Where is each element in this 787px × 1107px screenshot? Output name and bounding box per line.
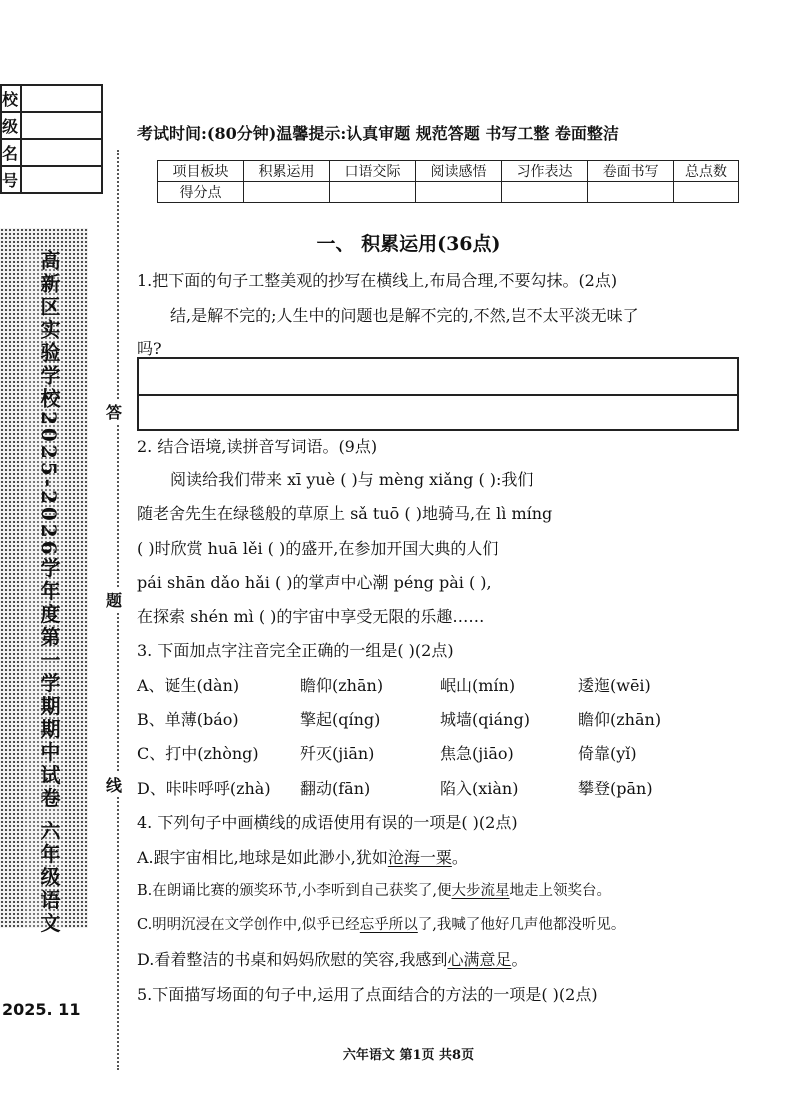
page-footer: 六年语文 第1页 共8页 [342, 1048, 475, 1063]
q3-option: 倚靠(yǐ) [578, 744, 637, 763]
q3-option: A、诞生(dàn) [137, 676, 240, 695]
q3-option: 瞻仰(zhān) [578, 710, 662, 729]
q1-text-line2: 吗? [137, 339, 162, 358]
score-header-cell: 项目板块 [158, 161, 244, 182]
q2-line: ( )时欣赏 huā lěi ( )的盛开,在参加开国大典的人们 [137, 539, 499, 558]
q1-writing-box[interactable] [137, 357, 739, 431]
class-label: 级 [1, 112, 21, 139]
exam-tip: 考试时间:(80分钟)温馨提示:认真审题 规范答题 书写工整 卷面整洁 [137, 124, 619, 143]
score-header-cell: 卷面书写 [588, 161, 674, 182]
score-cell[interactable] [502, 182, 588, 203]
binding-mark-ti: 题 [106, 588, 122, 611]
q2-line: 在探索 shén mì ( )的宇宙中享受无限的乐趣…… [137, 607, 485, 626]
q3-option: 焦急(jiāo) [440, 744, 514, 763]
q4-underlined-idiom: 沧海一粟 [387, 848, 452, 867]
q3-option: B、单薄(báo) [137, 710, 239, 729]
class-field[interactable] [21, 112, 102, 139]
q4-option-text: 了,我喊了他好几声他都没听见。 [417, 917, 626, 933]
q4-option-text: 。 [451, 848, 468, 867]
q2-line: 随老舍先生在绿毯般的草原上 sǎ tuō ( )地骑马,在 lì míng [137, 504, 553, 523]
q3-option: 城墙(qiáng) [440, 710, 530, 729]
score-table [157, 160, 739, 203]
score-header-cell: 口语交际 [330, 161, 416, 182]
q4-option-text: 地走上领奖台。 [509, 883, 611, 899]
q3-option: C、打中(zhòng) [137, 744, 259, 763]
score-cell[interactable] [416, 182, 502, 203]
binding-mark-xian: 线 [106, 773, 122, 796]
student-info-table [0, 84, 103, 194]
q1-writing-divider [139, 394, 737, 396]
name-label: 名 [1, 139, 21, 166]
score-cell[interactable] [588, 182, 674, 203]
number-label: 号 [1, 166, 21, 193]
exam-date: 2025. 11 [2, 1000, 81, 1019]
q3-title: 3. 下面加点字注音完全正确的一组是( )(2点) [137, 641, 454, 660]
q4-option-text: B.在朗诵比赛的颁奖环节,小李听到自己获奖了,便 [137, 883, 452, 899]
score-header-cell: 总点数 [674, 161, 739, 182]
q3-option: 翻动(fān) [300, 779, 371, 798]
q4-underlined-idiom: 忘乎所以 [359, 917, 418, 933]
q4-option-text: 。 [511, 950, 528, 969]
score-row-label: 得分点 [158, 182, 244, 203]
q3-option: 歼灭(jiān) [300, 744, 375, 763]
q2-line: pái shān dǎo hǎi ( )的掌声中心潮 péng pài ( ), [137, 573, 492, 592]
score-header-cell: 积累运用 [244, 161, 330, 182]
q4-underlined-idiom: 心满意足 [447, 950, 512, 969]
score-cell[interactable] [244, 182, 330, 203]
binding-strip-text: 高新区实验学校2025-2026学年度第一学期期中试卷 六年级语文 [24, 250, 64, 936]
score-header-cell: 阅读感悟 [416, 161, 502, 182]
q4-option-text: C.明明沉浸在文学创作中,似乎已经 [137, 917, 360, 933]
binding-mark-da: 答 [106, 400, 122, 423]
q4-option-text: A.跟宇宙相比,地球是如此渺小,犹如 [137, 848, 388, 867]
q4-option-b [137, 879, 611, 900]
q4-title: 4. 下列句子中画横线的成语使用有误的一项是( )(2点) [137, 813, 518, 832]
q4-option-text: D.看着整洁的书桌和妈妈欣慰的笑容,我感到 [137, 950, 448, 969]
q2-title: 2. 结合语境,读拼音写词语。(9点) [137, 437, 378, 456]
school-label: 校 [1, 85, 21, 112]
q4-option-c [137, 913, 625, 934]
q4-underlined-idiom: 大步流星 [451, 883, 510, 899]
q1-title: 1.把下面的句子工整美观的抄写在横线上,布局合理,不要勾抹。(2点) [137, 271, 618, 290]
score-table-score-row [158, 182, 739, 203]
q1-text-line1: 结,是解不完的;人生中的问题也是解不完的,不然,岂不太平淡无味了 [170, 306, 639, 325]
q3-option: 瞻仰(zhān) [300, 676, 384, 695]
q2-line: 阅读给我们带来 xī yuè ( )与 mèng xiǎng ( ):我们 [170, 470, 534, 489]
score-table-header-row [158, 161, 739, 182]
q5-title: 5.下面描写场面的句子中,运用了点面结合的方法的一项是( )(2点) [137, 985, 598, 1004]
q4-option-d [137, 947, 527, 970]
score-cell[interactable] [330, 182, 416, 203]
q4-option-a [137, 845, 468, 868]
q3-option: 擎起(qíng) [300, 710, 381, 729]
q3-option: 攀登(pān) [578, 779, 653, 798]
name-field[interactable] [21, 139, 102, 166]
q3-option: 逶迤(wēi) [578, 676, 651, 695]
section-title: 一、 积累运用(36点) [316, 233, 501, 255]
q3-option: 陷入(xiàn) [440, 779, 519, 798]
q3-option: D、咔咔呼呼(zhà) [137, 779, 271, 798]
score-header-cell: 习作表达 [502, 161, 588, 182]
q3-option: 岷山(mín) [440, 676, 516, 695]
score-cell[interactable] [674, 182, 739, 203]
number-field[interactable] [21, 166, 102, 193]
school-field[interactable] [21, 85, 102, 112]
